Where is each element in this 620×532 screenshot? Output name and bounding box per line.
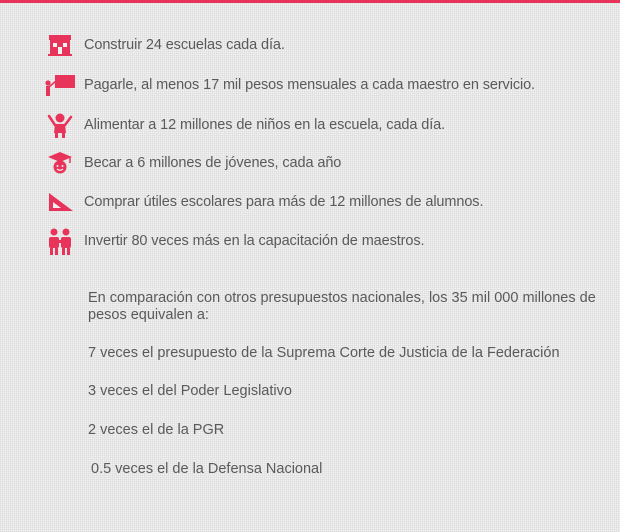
list-item-schools bbox=[42, 31, 285, 59]
child-eating-icon bbox=[42, 111, 78, 139]
comparison-section bbox=[88, 290, 608, 478]
teacher-board-icon bbox=[42, 71, 78, 99]
list-item-training bbox=[42, 227, 424, 255]
list-item-teacher-pay bbox=[42, 71, 535, 99]
graduate-cap-icon bbox=[42, 149, 78, 177]
school-building-icon bbox=[42, 31, 78, 59]
top-accent-bar bbox=[0, 0, 620, 3]
people-training-icon bbox=[42, 227, 78, 255]
comparison-intro: En comparación con otros presupuestos nacionales, los 35 mil 000 millones de pesos equivalen a: bbox=[88, 290, 596, 323]
list-item-text: Alimentar a 12 millones de niños en la escuela, cada día. bbox=[84, 117, 446, 133]
list-item-text: Pagarle, al menos 17 mil pesos mensuales a cada maestro en servicio. bbox=[84, 77, 535, 93]
comparison-item: 7 veces el presupuesto de la Suprema Corte de Justicia de la Federación bbox=[88, 345, 560, 361]
set-square-icon bbox=[42, 188, 78, 216]
list-item-text: Construir 24 escuelas cada día. bbox=[84, 37, 285, 53]
comparison-item: 2 veces el de la PGR bbox=[88, 422, 225, 438]
list-item-text: Comprar útiles escolares para más de 12 millones de alumnos. bbox=[84, 194, 484, 210]
list-item-supplies bbox=[42, 188, 483, 216]
list-item-food bbox=[42, 111, 445, 139]
list-item-text: Invertir 80 veces más en la capacitación de maestros. bbox=[84, 233, 425, 249]
comparison-item: 3 veces el del Poder Legislativo bbox=[88, 383, 292, 399]
comparison-item: 0.5 veces el de la Defensa Nacional bbox=[91, 461, 323, 477]
list-item-scholarships bbox=[42, 149, 341, 177]
list-item-text: Becar a 6 millones de jóvenes, cada año bbox=[84, 155, 342, 171]
